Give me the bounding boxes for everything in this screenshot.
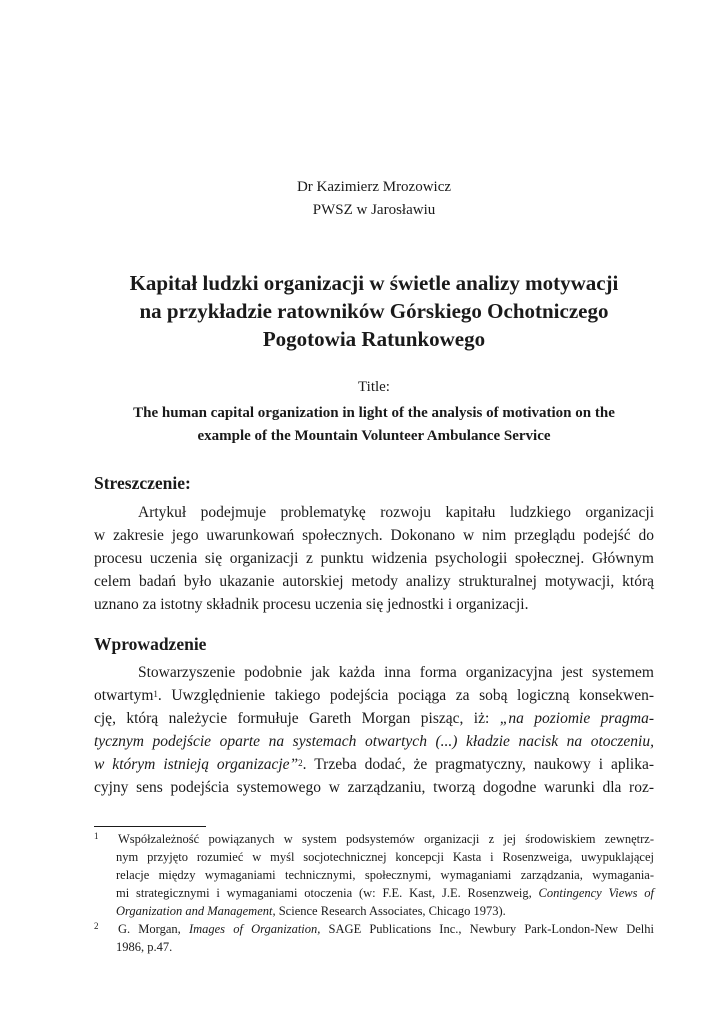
intro-line: Stowarzyszenie podobnie jak każda inna forma organizacyjna jest systemem — [138, 664, 654, 681]
title-english-label: Title: — [358, 379, 390, 395]
title-english-line: The human capital organization in light of the analysis of motivation on the — [133, 405, 615, 421]
footnote-line: nym przyjęto rozumieć w myśl socjotechnicznej koncepcji Kasta i Rosenzweiga, uwypuklającej — [116, 850, 654, 864]
author-name: Dr Kazimierz Mrozowicz — [296, 179, 452, 195]
footnote-divider — [94, 826, 206, 827]
intro-line — [94, 707, 654, 730]
intro-quote: „na poziomie pragma- — [499, 710, 655, 727]
intro-heading: Wprowadzenie — [94, 634, 207, 654]
abstract-line: procesu uczenia się organizacji z punktu widzenia psychologii społecznej. Głównym — [94, 550, 654, 567]
intro-paragraph — [94, 661, 654, 799]
abstract-line: celem badań było ukazanie autorskiej metody analizy strukturalnej motywacji, którą — [94, 573, 654, 590]
footnote-line: 1986, p.47. — [116, 940, 173, 954]
abstract-line: uznano za istotny składnik procesu uczenia się jednostki i organizacji. — [94, 596, 529, 613]
footnote-book-title: Images of Organization, — [188, 922, 321, 936]
abstract-paragraph — [94, 501, 654, 616]
footnote-text: SAGE Publications Inc., Newbury Park-London-New Delhi — [320, 922, 654, 936]
footnote-line: relacje między wymaganiami technicznymi, społecznymi, wymaganiami zarządzania, wymagania- — [116, 868, 654, 882]
title-polish-line: na przykładzie ratowników Górskiego Ochotniczego — [139, 299, 609, 323]
footnote-text: mi strategicznymi i wymaganiami otoczenia (w: F.E. Kast, J.E. Rosenzweig, — [116, 886, 539, 900]
footnote-line — [94, 884, 654, 902]
intro-line — [94, 684, 654, 707]
title-english — [94, 402, 654, 448]
footnote-line: Współzależność powiązanych w system podsystemów organizacji z jej środowiskiem zewnętrz- — [118, 832, 654, 846]
footnote-number: 2 — [94, 921, 99, 931]
author-block — [94, 176, 654, 222]
title-english-line: example of the Mountain Volunteer Ambulance Service — [197, 428, 551, 444]
intro-text: otwartym — [94, 687, 154, 704]
footnote-text: Science Research Associates, Chicago 1973). — [275, 904, 506, 918]
abstract-heading: Streszczenie: — [94, 473, 191, 493]
footnote-2 — [94, 920, 654, 956]
intro-quote: w którym istnieją organizacje” — [94, 756, 299, 773]
intro-text: . Trzeba dodać, że pragmatyczny, naukowy i aplika- — [302, 756, 655, 773]
intro-line: cyjny sens podejścia systemowego w zarządzaniu, tworzą dogodne warunki dla roz- — [94, 779, 654, 796]
footnote-book-title: Contingency Views of — [538, 886, 654, 900]
intro-quote-line: tycznym podejście oparte na systemach otwartych (...) kładzie nacisk na otoczeniu, — [94, 733, 654, 750]
intro-text: cję, którą należycie formułuje Gareth Morgan pisząc, iż: — [94, 710, 500, 727]
footnote-line — [94, 920, 654, 938]
abstract-line: Artykuł podejmuje problematykę rozwoju kapitału ludzkiego organizacji — [138, 504, 654, 521]
footnotes — [94, 830, 654, 956]
footnote-1 — [94, 830, 654, 920]
title-polish-line: Pogotowia Ratunkowego — [262, 327, 486, 351]
footnote-line — [94, 902, 654, 920]
abstract-line: w zakresie jego uwarunkowań społecznych. Dokonano w nim przeglądu podejść do — [94, 527, 654, 544]
intro-line — [94, 753, 654, 776]
footnote-ref-2[interactable]: 2 — [298, 758, 303, 768]
title-polish-line: Kapitał ludzki organizacji w świetle analizy motywacji — [129, 271, 619, 295]
intro-text: . Uwzględnienie takiego podejścia pociąga za sobą logiczną konsekwen- — [157, 687, 654, 704]
author-affiliation: PWSZ w Jarosławiu — [312, 202, 436, 218]
footnote-text: G. Morgan, — [118, 922, 189, 936]
footnote-ref-1[interactable]: 1 — [153, 689, 158, 699]
title-polish — [94, 269, 654, 353]
footnote-book-title: Organization and Management, — [116, 904, 276, 918]
footnote-number: 1 — [94, 831, 99, 841]
